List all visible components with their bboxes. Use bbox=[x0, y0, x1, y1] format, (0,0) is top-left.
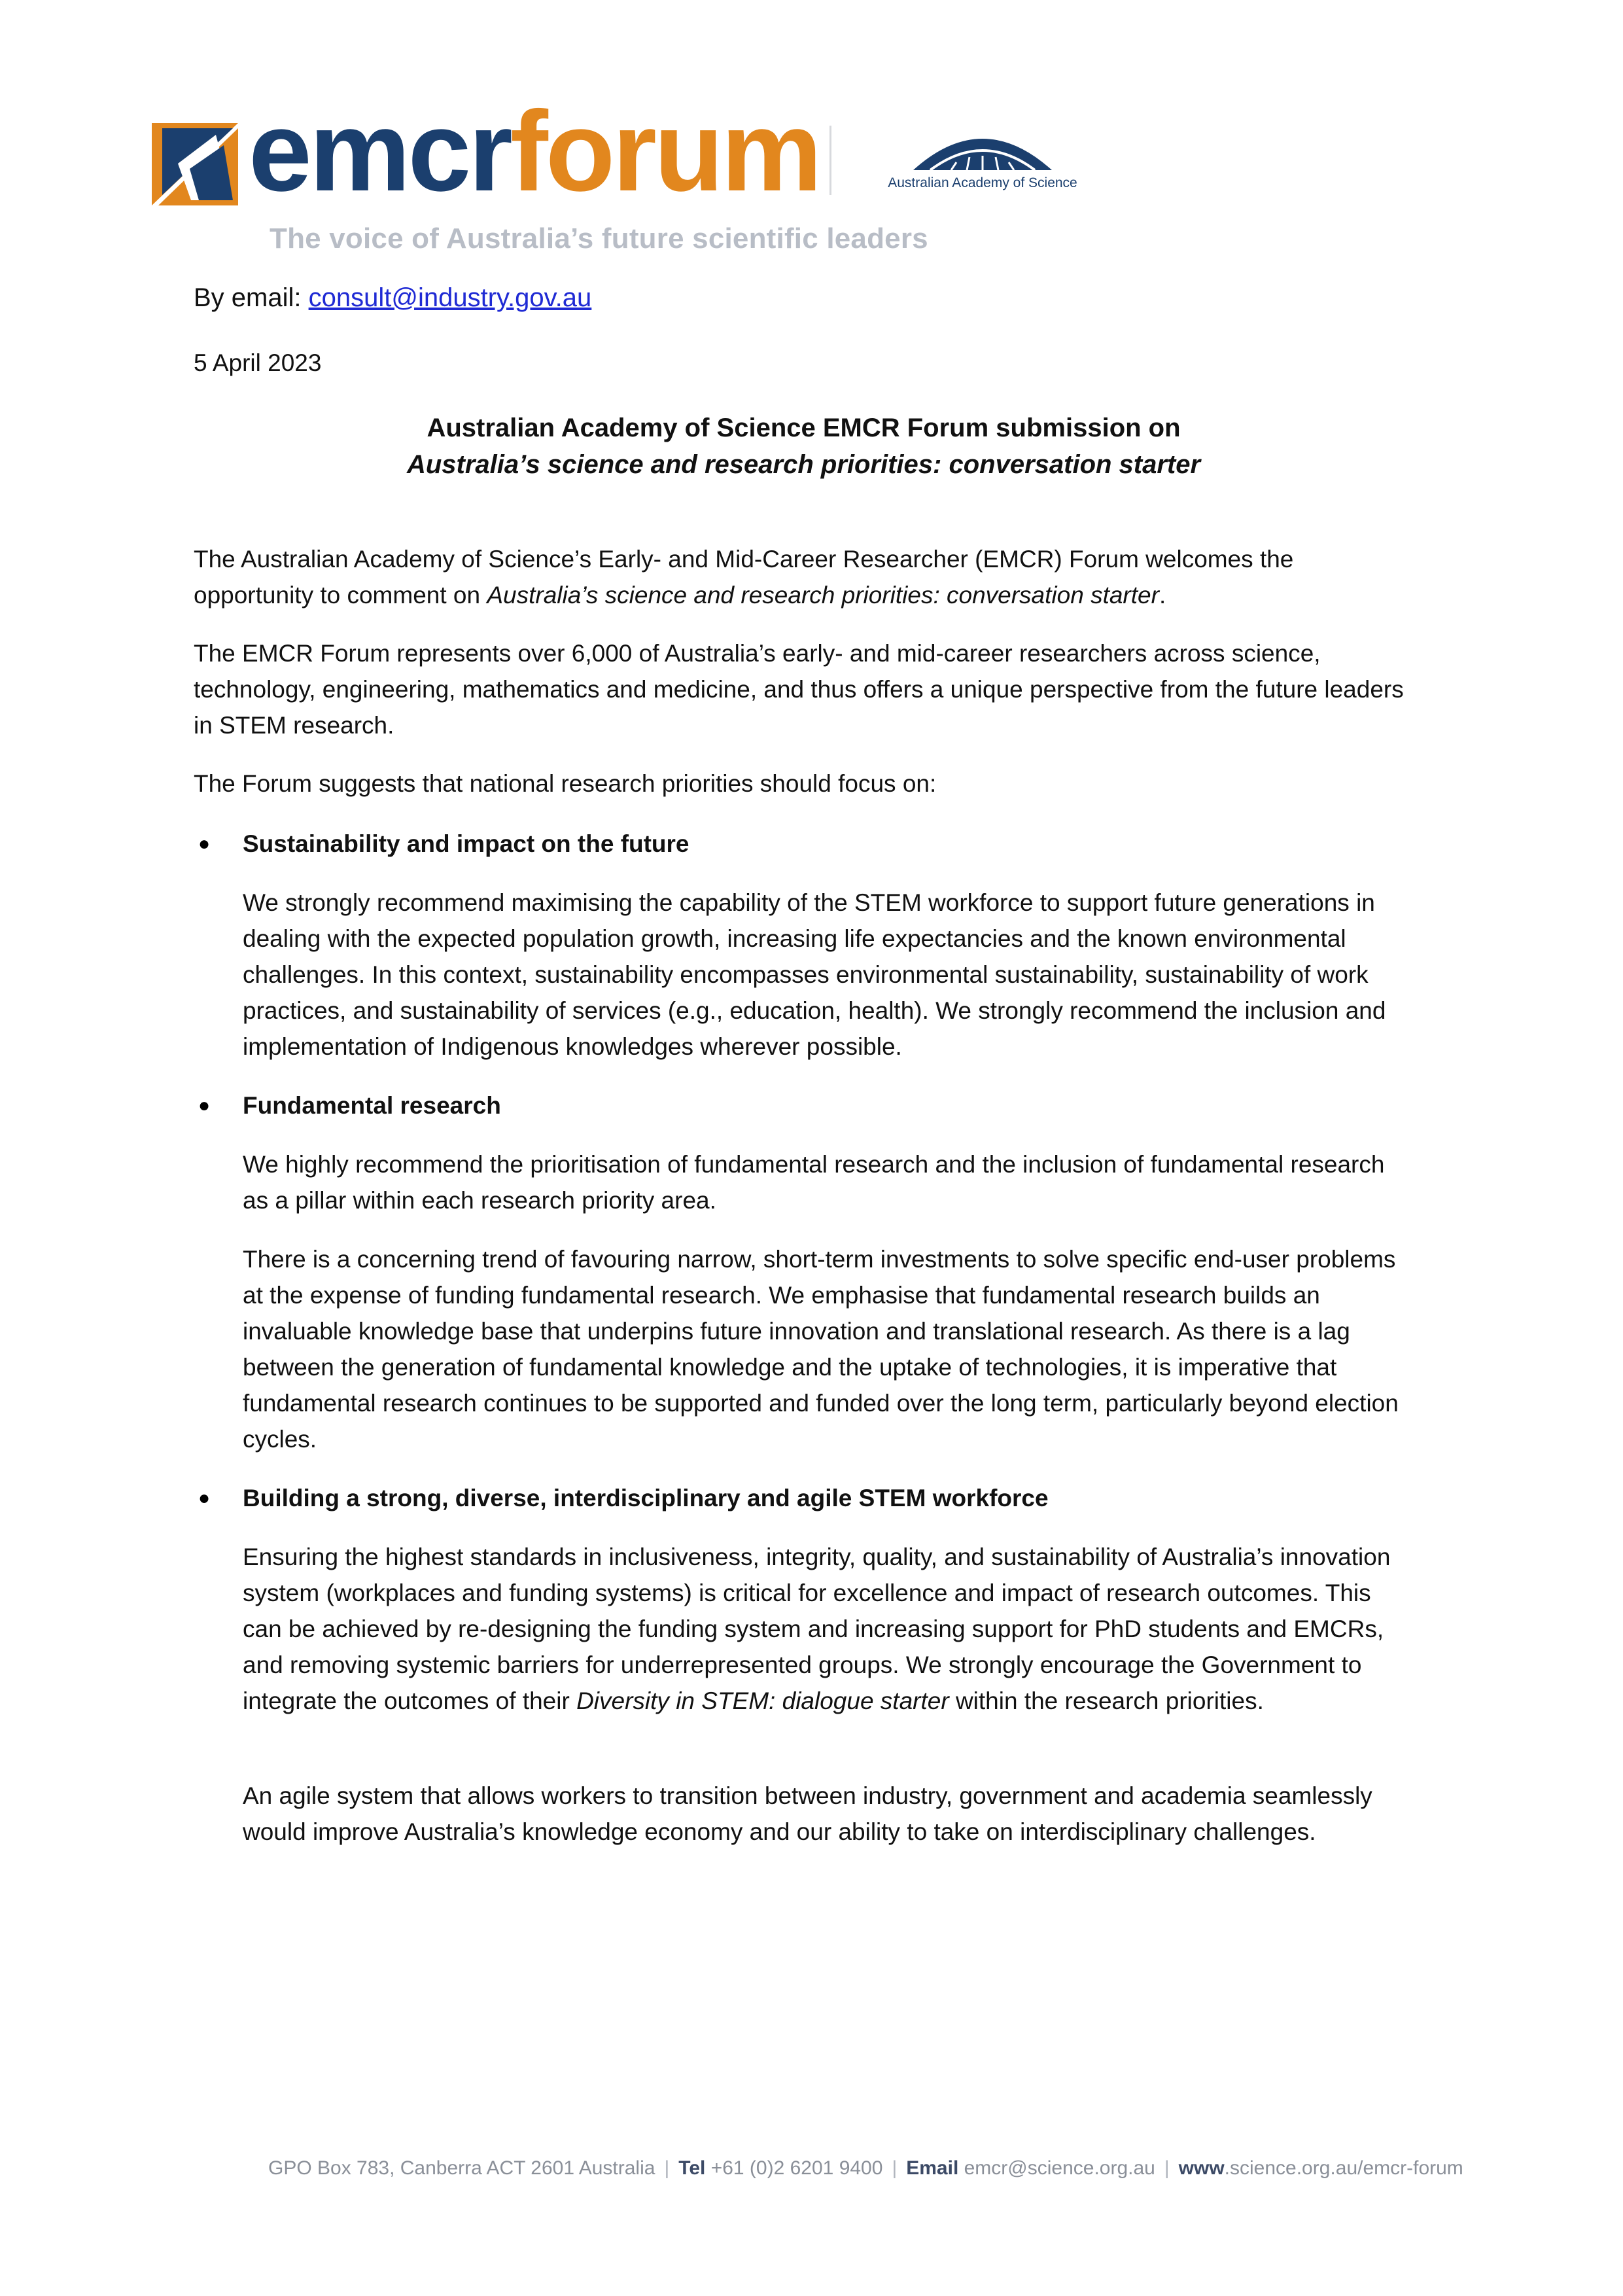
footer-email-label: Email bbox=[906, 2157, 959, 2179]
intro-paragraph-1 bbox=[194, 541, 1414, 613]
bullet-2-paragraph-1: We highly recommend the prioritisation of fundamental research and the inclusion of fundamental research as a pillar within each research priority area. bbox=[243, 1151, 1385, 1214]
intro-p1-end: . bbox=[1159, 582, 1166, 609]
page-footer bbox=[268, 2157, 1463, 2180]
footer-tel: +61 (0)2 6201 9400 bbox=[705, 2157, 883, 2179]
emcr-forum-logo-mark bbox=[152, 123, 238, 205]
bullet-3-p1-end: within the research priorities. bbox=[949, 1687, 1264, 1714]
bullet-icon: ● bbox=[198, 1487, 211, 1509]
bullet-3-paragraph-1 bbox=[243, 1539, 1414, 1719]
logo-divider bbox=[829, 126, 831, 195]
title-line-1: Australian Academy of Science EMCR Forum submission on bbox=[427, 414, 1181, 442]
footer-address: GPO Box 783, Canberra ACT 2601 Australia bbox=[268, 2157, 655, 2179]
intro-p1-text: The Australian Academy of Science’s Early- and Mid-Career Researcher (EMCR) Forum welcomes the opportunity to comment on bbox=[194, 546, 1294, 609]
academy-logo bbox=[878, 119, 1087, 198]
emcr-forum-wordmark bbox=[249, 87, 820, 215]
title-line-2: Australia’s science and research priorities: conversation starter bbox=[406, 450, 1201, 479]
footer-web[interactable]: .science.org.au/emcr-forum bbox=[1224, 2157, 1463, 2179]
email-link[interactable]: consult@industry.gov.au bbox=[308, 283, 592, 312]
academy-name: Australian Academy of Science bbox=[888, 175, 1077, 190]
footer-email[interactable]: emcr@science.org.au bbox=[958, 2157, 1155, 2179]
footer-separator: | bbox=[892, 2157, 898, 2179]
bullet-icon: ● bbox=[198, 833, 211, 855]
letter-date: 5 April 2023 bbox=[194, 349, 322, 376]
document-title bbox=[194, 410, 1414, 483]
bullet-3-heading: Building a strong, diverse, interdisciplinary and agile STEM workforce bbox=[243, 1485, 1049, 1511]
bullet-3-p1-italic: Diversity in STEM: dialogue starter bbox=[576, 1687, 949, 1714]
academy-dome-icon bbox=[911, 119, 1055, 171]
tagline: The voice of Australia’s future scientific leaders bbox=[270, 222, 928, 255]
footer-separator: | bbox=[1164, 2157, 1170, 2179]
wordmark-emcr: emcr bbox=[249, 87, 510, 215]
intro-paragraph-2: The EMCR Forum represents over 6,000 of Australia’s early- and mid-career researchers across science, technology, engineering, mathematics and medicine, and thus offers a unique perspective from the future leaders in STEM research. bbox=[194, 640, 1404, 739]
bullet-3-p1-text: Ensuring the highest standards in inclusiveness, integrity, quality, and sustainability of Australia’s innovation system (workplaces and funding systems) is critical for excellence and impact of research outcomes. This can be achieved by re-designing the funding system and increasing support for PhD students and EMCRs, and removing systemic barriers for underrepresented groups. We strongly encourage the Government to integrate the outcomes of their bbox=[243, 1544, 1391, 1714]
footer-web-prefix[interactable]: www bbox=[1178, 2157, 1225, 2179]
intro-p1-italic: Australia’s science and research priorities: conversation starter bbox=[487, 582, 1159, 609]
intro-paragraph-3: The Forum suggests that national research priorities should focus on: bbox=[194, 770, 937, 797]
bullet-1-heading: Sustainability and impact on the future bbox=[243, 830, 689, 857]
email-line bbox=[194, 280, 591, 316]
wordmark-forum: forum bbox=[510, 87, 820, 215]
footer-separator: | bbox=[664, 2157, 670, 2179]
bullet-2-paragraph-2: There is a concerning trend of favouring narrow, short-term investments to solve specific end-user problems at the expense of funding fundamental research. We emphasise that fundamental research builds an invaluable knowledge base that underpins future innovation and translational research. As there is a lag between the generation of fundamental knowledge and the uptake of technologies, it is imperative that fundamental research continues to be supported and funded over the long term, particularly beyond election cycles. bbox=[243, 1246, 1399, 1453]
bullet-3-paragraph-2: An agile system that allows workers to transition between industry, government and academia seamlessly would improve Australia’s knowledge economy and our ability to take on interdisciplinary challenges. bbox=[243, 1782, 1372, 1845]
email-label: By email: bbox=[194, 283, 309, 312]
bullet-2-heading: Fundamental research bbox=[243, 1092, 501, 1119]
footer-tel-label: Tel bbox=[678, 2157, 706, 2179]
bullet-icon: ● bbox=[198, 1095, 211, 1116]
letterhead bbox=[152, 87, 1133, 260]
bullet-1-paragraph: We strongly recommend maximising the capability of the STEM workforce to support future generations in dealing with the expected population growth, increasing life expectancies and the known environmental challenges. In this context, sustainability encompasses environmental sustainability, sustainability of work practices, and sustainability of services (e.g., education, health). We strongly recommend the inclusion and implementation of Indigenous knowledges wherever possible. bbox=[243, 889, 1386, 1060]
